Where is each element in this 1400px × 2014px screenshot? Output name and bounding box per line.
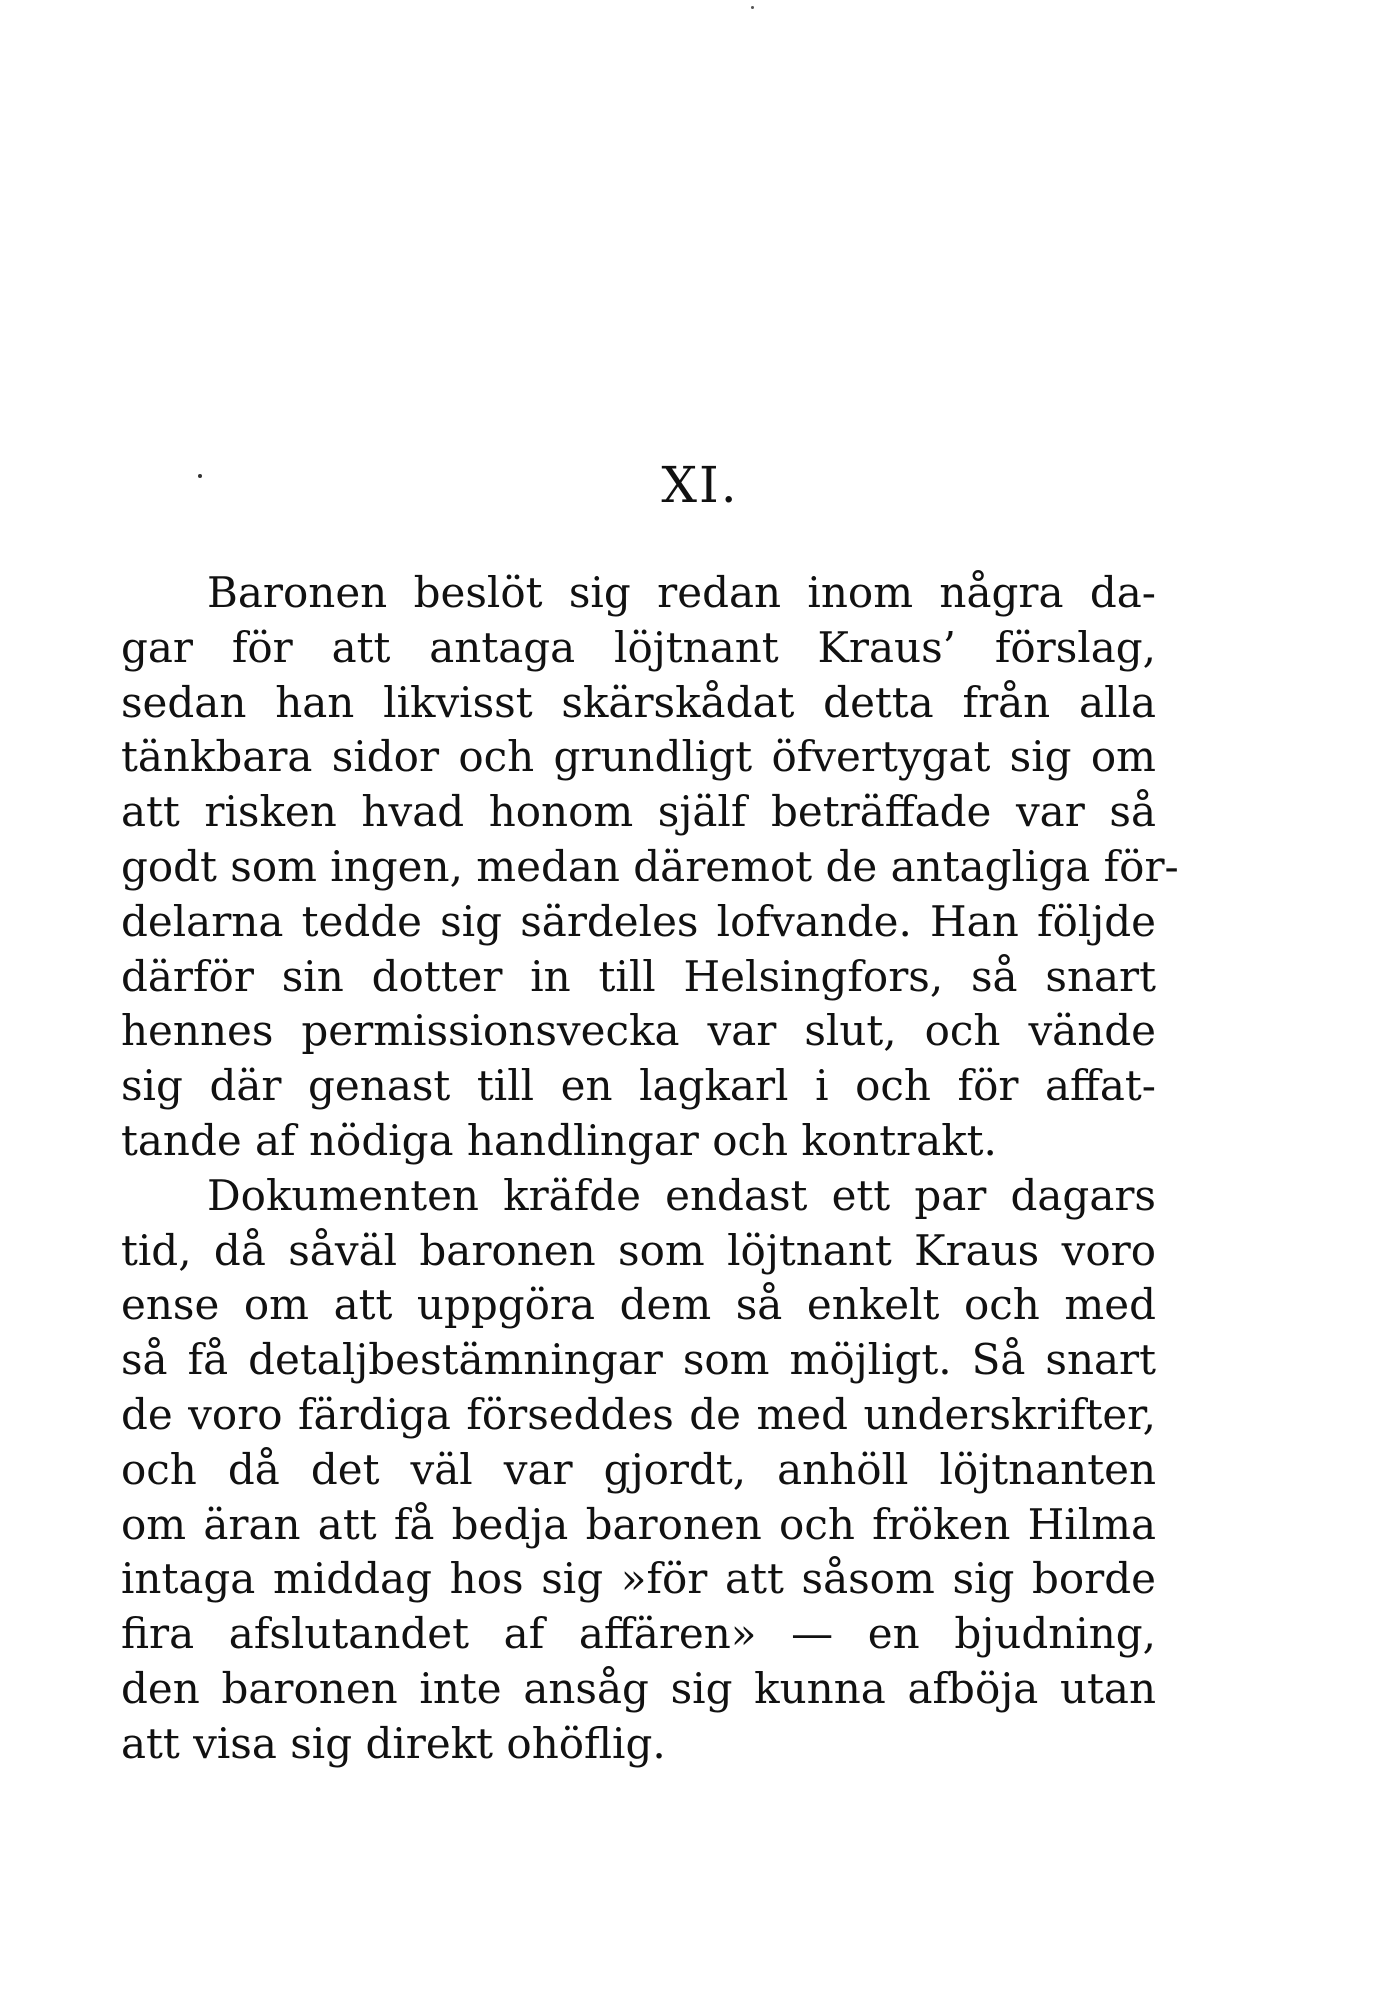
text-line: sig där genast till en lagkarl i och för affat-	[121, 1061, 1156, 1111]
chapter-heading: XI.	[661, 456, 739, 514]
text-line: tid, då såväl baronen som löjtnant Kraus voro	[121, 1225, 1156, 1275]
text-line: sedan han likvisst skärskådat detta från alla	[121, 677, 1156, 727]
text-line: hennes permissionsvecka var slut, och vände	[121, 1006, 1156, 1056]
text-line: Baronen beslöt sig redan inom några da-	[207, 568, 1156, 617]
text-line: ense om att uppgöra dem så enkelt och med	[121, 1280, 1156, 1330]
text-line: tänkbara sidor och grundligt öfvertygat sig om	[121, 732, 1156, 782]
print-speck	[751, 6, 754, 9]
text-line: den baronen inte ansåg sig kunna afböja utan	[121, 1663, 1156, 1713]
text-line: fira afslutandet af affären» — en bjudning,	[121, 1609, 1156, 1659]
text-line: Dokumenten kräfde endast ett par dagars	[207, 1170, 1156, 1220]
text-line: och då det väl var gjordt, anhöll löjtnanten	[121, 1444, 1156, 1494]
text-line: de voro färdiga förseddes de med underskrifter,	[121, 1389, 1156, 1439]
text-line: godt som ingen, medan däremot de antagliga för-	[121, 841, 1179, 891]
text-line: om äran att få bedja baronen och fröken Hilma	[121, 1499, 1156, 1549]
text-line: gar för att antaga löjtnant Kraus’ förslag,	[121, 622, 1156, 672]
text-line: delarna tedde sig särdeles lofvande. Han följde	[121, 896, 1156, 946]
text-line: att visa sig direkt ohöflig.	[121, 1718, 666, 1768]
text-line: att risken hvad honom själf beträffade var så	[121, 787, 1156, 837]
text-line: intaga middag hos sig »för att såsom sig borde	[121, 1554, 1156, 1604]
chapter-body	[121, 566, 1179, 1772]
text-line: så få detaljbestämningar som möjligt. Så snart	[121, 1335, 1156, 1385]
text-line: därför sin dotter in till Helsingfors, så snart	[121, 951, 1156, 1001]
text-line: tande af nödiga handlingar och kontrakt.	[121, 1115, 997, 1165]
